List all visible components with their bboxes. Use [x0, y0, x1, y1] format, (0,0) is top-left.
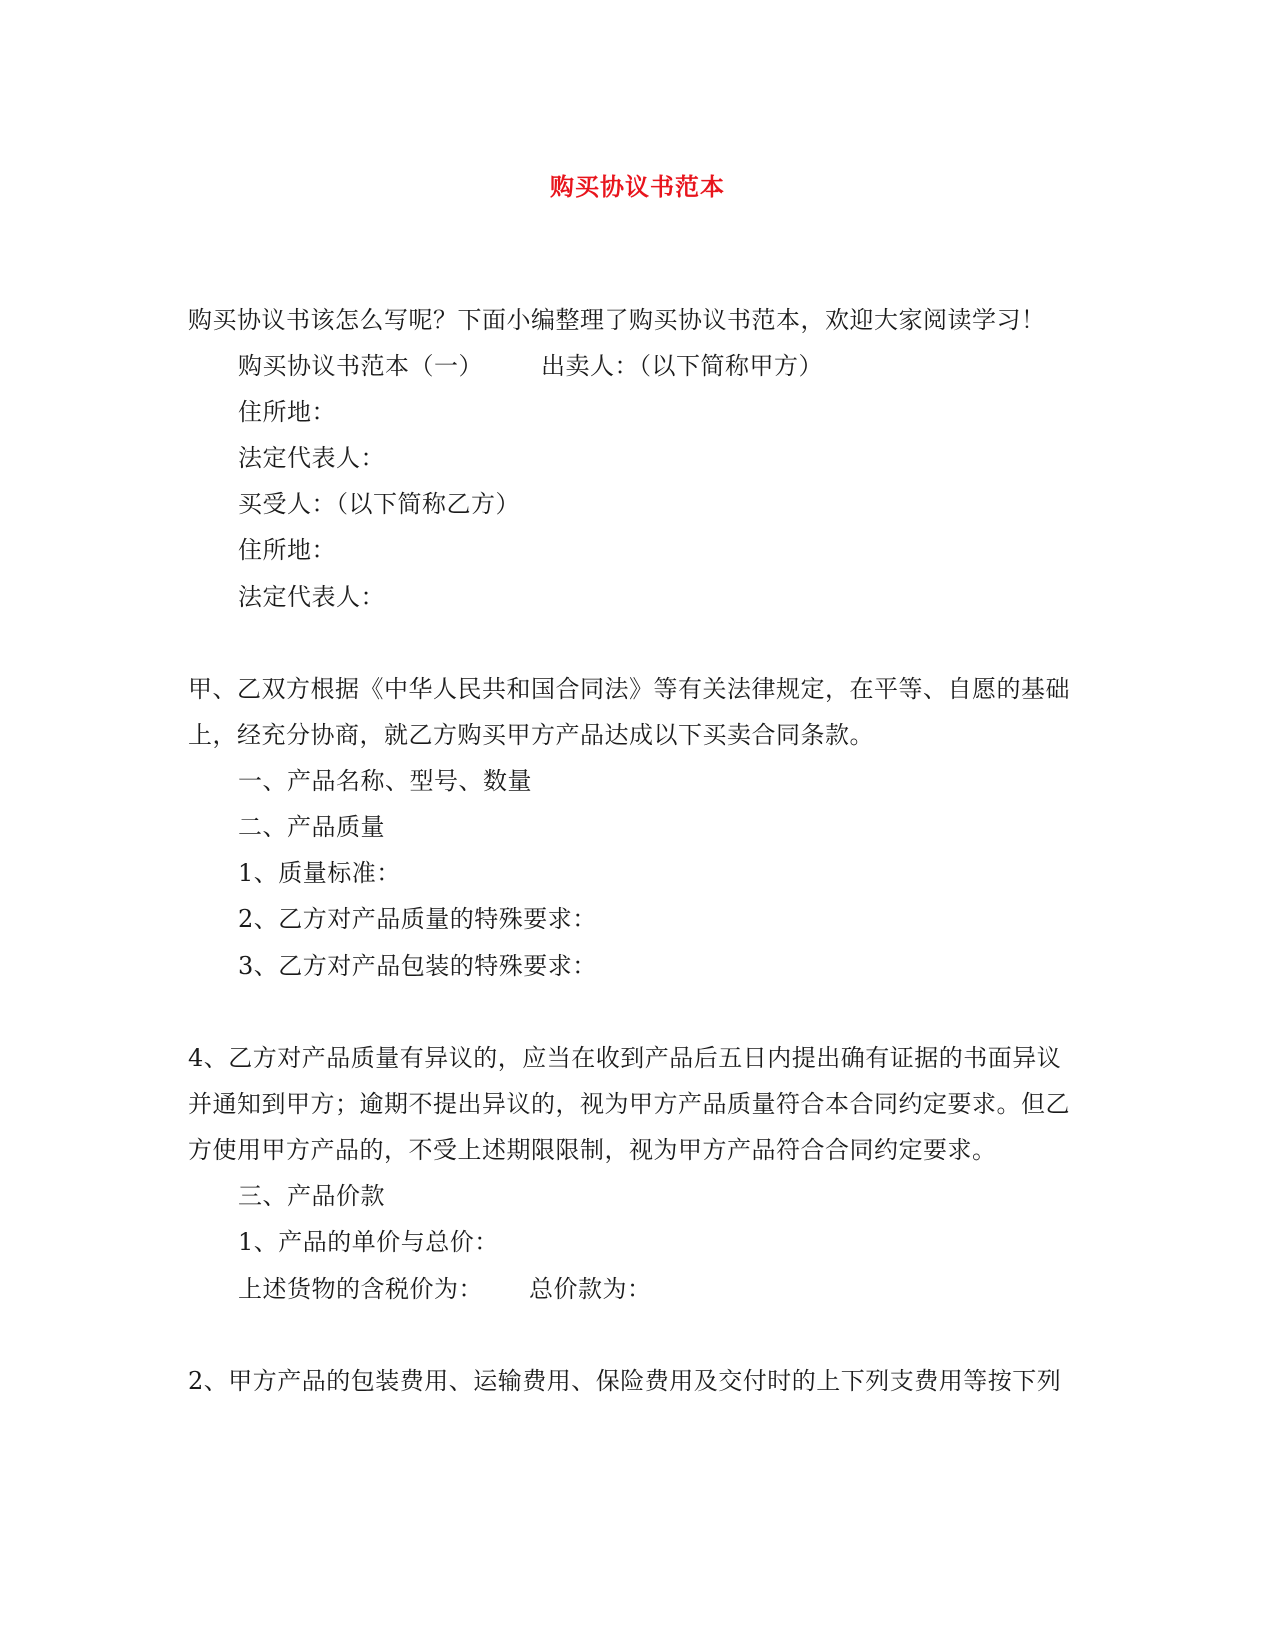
agreement-subtitle: 购买协议书范本（一）	[238, 352, 483, 380]
paragraph-line: 甲、乙双方根据《中华人民共和国合同法》等有关法律规定，在平等、自愿的基础	[188, 675, 1070, 703]
price-row	[238, 1272, 652, 1306]
paragraph-line: 方使用甲方产品的，不受上述期限限制，视为甲方产品符合合同约定要求。	[188, 1136, 997, 1164]
header-row	[238, 349, 823, 383]
clause-line: 3、乙方对产品包装的特殊要求：	[238, 952, 597, 980]
total-price-label: 总价款为：	[529, 1275, 652, 1303]
paragraph-line: 4、乙方对产品质量有异议的，应当在收到产品后五日内提出确有证据的书面异议	[188, 1044, 1062, 1072]
document-title: 购买协议书范本	[550, 172, 725, 201]
price-line: 三、产品价款	[238, 1182, 385, 1210]
party-line: 住所地：	[238, 536, 336, 564]
clause-line: 一、产品名称、型号、数量	[238, 767, 532, 795]
paragraph-line: 上，经充分协商，就乙方购买甲方产品达成以下买卖合同条款。	[188, 721, 874, 749]
party-line: 法定代表人：	[238, 583, 385, 611]
intro-paragraph: 购买协议书该怎么写呢？下面小编整理了购买协议书范本，欢迎大家阅读学习！	[188, 306, 1046, 334]
clause-line: 2、乙方对产品质量的特殊要求：	[238, 905, 597, 933]
clause-line: 二、产品质量	[238, 813, 385, 841]
clause-line: 1、质量标准：	[238, 859, 401, 887]
party-line: 住所地：	[238, 398, 336, 426]
price-line: 1、产品的单价与总价：	[238, 1228, 499, 1256]
party-line: 买受人：（以下简称乙方）	[238, 490, 520, 518]
tax-price-label: 上述货物的含税价为：	[238, 1275, 483, 1303]
seller-label: 出卖人：（以下简称甲方）	[541, 352, 823, 380]
party-line: 法定代表人：	[238, 444, 385, 472]
paragraph-line: 并通知到甲方；逾期不提出异议的，视为甲方产品质量符合本合同约定要求。但乙	[188, 1090, 1070, 1118]
paragraph-line: 2、甲方产品的包装费用、运输费用、保险费用及交付时的上下列支费用等按下列	[188, 1367, 1062, 1395]
